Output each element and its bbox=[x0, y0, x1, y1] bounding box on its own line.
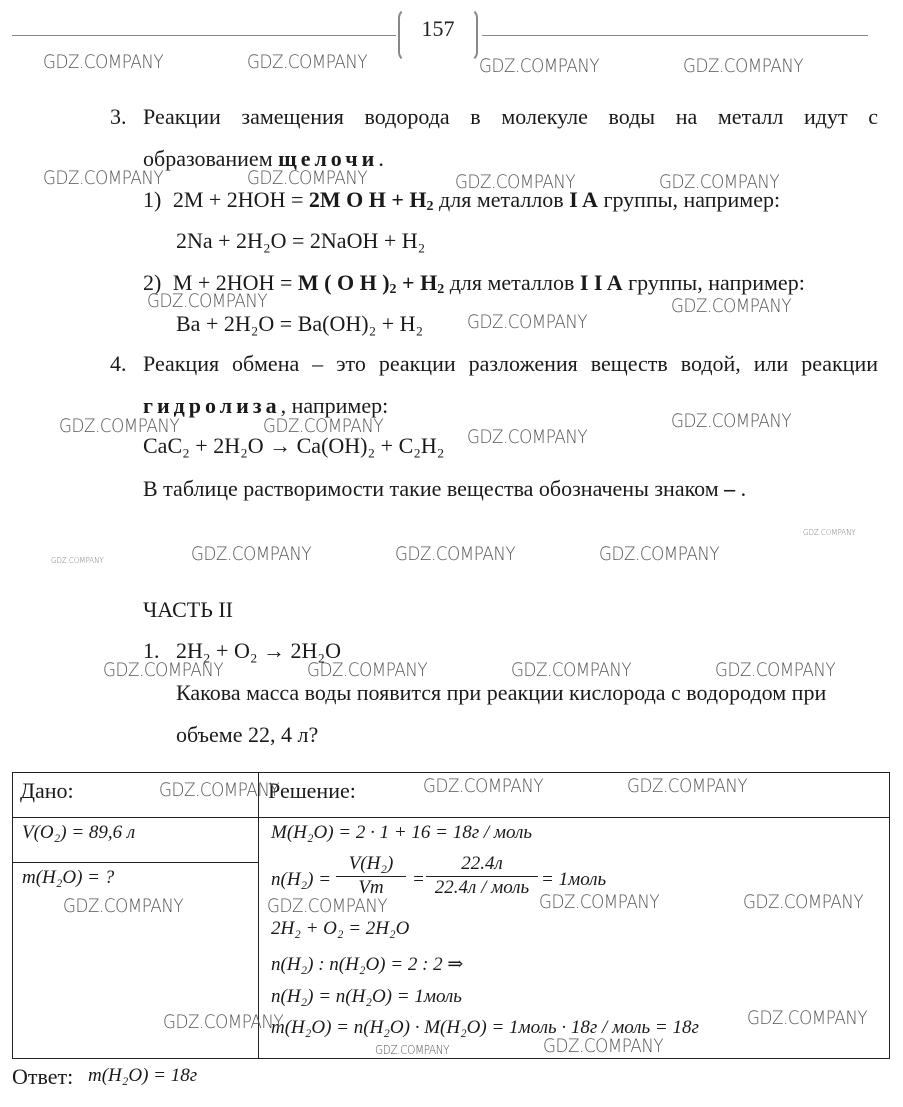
watermark-small: GDZ.COMPANY bbox=[803, 528, 856, 537]
watermark: GDZ.COMPANY bbox=[63, 895, 184, 917]
item3-number: 3. bbox=[110, 104, 127, 129]
given-unknown: m(H₂O) = ? bbox=[22, 867, 115, 888]
solution-molar-mass: M(H₂O) = 2 · 1 + 16 = 18г / моль bbox=[271, 822, 533, 843]
item4-number: 4. bbox=[110, 351, 127, 376]
item4-note-sign: – bbox=[724, 476, 736, 501]
watermark: GDZ.COMPANY bbox=[455, 171, 576, 193]
watermark: GDZ.COMPANY bbox=[247, 167, 368, 189]
solution-moles-result: = 1моль bbox=[541, 869, 607, 890]
sub1-number: 1) bbox=[143, 187, 162, 212]
sub2-eq-a: M + 2HOH = bbox=[172, 270, 298, 295]
watermark: GDZ.COMPANY bbox=[263, 415, 384, 437]
item3-alkali-term: щелочи bbox=[278, 146, 379, 171]
sub2-number: 2) bbox=[143, 270, 162, 295]
sub1-eq-d: 2 bbox=[426, 199, 434, 214]
sub1-eq-b: 2M O H bbox=[308, 187, 386, 212]
given-volume: V(O₂) = 89,6 л bbox=[22, 822, 136, 843]
item3-line2-pre: образованием bbox=[143, 146, 279, 171]
watermark: GDZ.COMPANY bbox=[479, 55, 600, 77]
sub1-text: для металлов bbox=[433, 187, 570, 212]
watermark-small: GDZ.COMPANY bbox=[51, 556, 104, 565]
solution-fraction2 bbox=[426, 853, 538, 899]
watermark: GDZ.COMPANY bbox=[671, 295, 792, 317]
item4-note bbox=[143, 476, 746, 502]
sub2-eq-d: + H bbox=[396, 270, 438, 295]
sub2-eq-b: M ( O H ) bbox=[297, 270, 390, 295]
watermark: GDZ.COMPANY bbox=[375, 1043, 450, 1057]
watermark: GDZ.COMPANY bbox=[467, 426, 588, 448]
table-border-right bbox=[889, 772, 890, 1059]
fraction2-denominator: 22.4л / моль bbox=[426, 876, 538, 899]
watermark: GDZ.COMPANY bbox=[599, 543, 720, 565]
part2-title: ЧАСТЬ II bbox=[143, 597, 233, 622]
watermark: GDZ.COMPANY bbox=[543, 1035, 664, 1057]
item4-note-text: В таблице растворимости такие вещества обозначены знаком bbox=[143, 476, 725, 501]
watermark: GDZ.COMPANY bbox=[163, 1011, 284, 1033]
given-label: Дано: bbox=[20, 778, 74, 803]
item3-example1: 2Na + 2H₂O = 2NaOH + H₂ bbox=[176, 228, 426, 253]
answer-label: Ответ: bbox=[12, 1064, 74, 1089]
solution-ratio: n(H₂) : n(H₂O) = 2 : 2 ⇒ bbox=[271, 954, 464, 975]
watermark: GDZ.COMPANY bbox=[747, 1007, 868, 1029]
watermark: GDZ.COMPANY bbox=[467, 311, 588, 333]
watermark: GDZ.COMPANY bbox=[659, 171, 780, 193]
watermark: GDZ.COMPANY bbox=[147, 290, 268, 312]
part2-problem-number: 1. bbox=[143, 638, 160, 663]
watermark: GDZ.COMPANY bbox=[191, 543, 312, 565]
answer-value: m(H₂O) = 18г bbox=[88, 1065, 198, 1086]
sub2-text: для металлов bbox=[444, 270, 580, 295]
fraction2-numerator: 22.4л bbox=[461, 853, 503, 874]
watermark: GDZ.COMPANY bbox=[267, 895, 388, 917]
solution-reaction: 2H₂ + O₂ = 2H₂O bbox=[271, 918, 410, 939]
watermark: GDZ.COMPANY bbox=[511, 659, 632, 681]
item4-hydrolysis-term: гидролиза bbox=[143, 393, 281, 418]
watermark: GDZ.COMPANY bbox=[103, 659, 224, 681]
watermark: GDZ.COMPANY bbox=[395, 543, 516, 565]
watermark: GDZ.COMPANY bbox=[307, 659, 428, 681]
item4-line1 bbox=[143, 351, 878, 377]
watermark: GDZ.COMPANY bbox=[671, 410, 792, 432]
solution-mass: m(H₂O) = n(H₂O) · M(H₂O) = 1моль · 18г / моль = 18г bbox=[271, 1017, 699, 1038]
solution-moles-lhs: n(H₂) = bbox=[271, 869, 332, 890]
fraction1-numerator: V(H₂) bbox=[348, 853, 394, 874]
sub2-tail: группы, например: bbox=[622, 270, 805, 295]
item3-example2: Ba + 2H₂O = Ba(OH)₂ + H₂ bbox=[176, 311, 424, 336]
watermark: GDZ.COMPANY bbox=[627, 775, 748, 797]
header-rule-left bbox=[12, 35, 396, 36]
item3-line1 bbox=[143, 104, 878, 130]
watermark: GDZ.COMPANY bbox=[743, 891, 864, 913]
table-border-bottom bbox=[12, 1058, 890, 1059]
table-border-left bbox=[12, 772, 13, 1059]
item3-line2-post: . bbox=[378, 146, 384, 171]
part2-question-line1: Какова масса воды появится при реакции кислорода с водородом при bbox=[176, 680, 827, 705]
watermark: GDZ.COMPANY bbox=[43, 167, 164, 189]
watermark: GDZ.COMPANY bbox=[59, 415, 180, 437]
watermark: GDZ.COMPANY bbox=[43, 51, 164, 73]
table-given-divider bbox=[12, 862, 259, 863]
solution-label: Решение: bbox=[268, 778, 356, 803]
table-border-header bbox=[12, 817, 890, 818]
item4-line1-text: Реакция обмена – это реакции разложения веществ водой, или реакции bbox=[143, 351, 878, 376]
sub1-tail: группы, например: bbox=[597, 187, 781, 212]
solution-fraction1 bbox=[336, 853, 406, 899]
part2-equation: 2H₂ + O₂ → 2H₂O bbox=[176, 638, 341, 663]
sub2-group: I I A bbox=[579, 270, 623, 295]
fraction1-denominator: Vm bbox=[336, 876, 406, 899]
sub2-eq-e: 2 bbox=[437, 282, 445, 297]
solution-fraction-equals: = bbox=[412, 869, 425, 890]
watermark: GDZ.COMPANY bbox=[683, 55, 804, 77]
part2-question-line2: объеме 22, 4 л? bbox=[176, 722, 319, 747]
watermark: GDZ.COMPANY bbox=[247, 51, 368, 73]
watermark: GDZ.COMPANY bbox=[423, 775, 544, 797]
solution-equal-moles: n(H₂) = n(H₂O) = 1моль bbox=[271, 986, 462, 1007]
watermark: GDZ.COMPANY bbox=[539, 891, 660, 913]
item4-line2-post: , например: bbox=[280, 393, 389, 418]
page-number: 157 bbox=[421, 16, 455, 41]
table-border-top bbox=[12, 772, 890, 773]
sub1-eq-c: + H bbox=[385, 187, 427, 212]
sub2-eq-c: 2 bbox=[389, 282, 397, 297]
item4-equation: CaC₂ + 2H₂O → Ca(OH)₂ + C₂H₂ bbox=[143, 433, 445, 458]
header-rule-right bbox=[482, 35, 868, 36]
item4-note-post: . bbox=[735, 476, 747, 501]
item3-line1-text: Реакции замещения водорода в молекуле воды на металл идут с bbox=[143, 104, 878, 129]
watermark: GDZ.COMPANY bbox=[715, 659, 836, 681]
sub1-eq-a: 2M + 2HOH = bbox=[172, 187, 309, 212]
sub1-group: I A bbox=[569, 187, 598, 212]
watermark: GDZ.COMPANY bbox=[159, 779, 280, 801]
